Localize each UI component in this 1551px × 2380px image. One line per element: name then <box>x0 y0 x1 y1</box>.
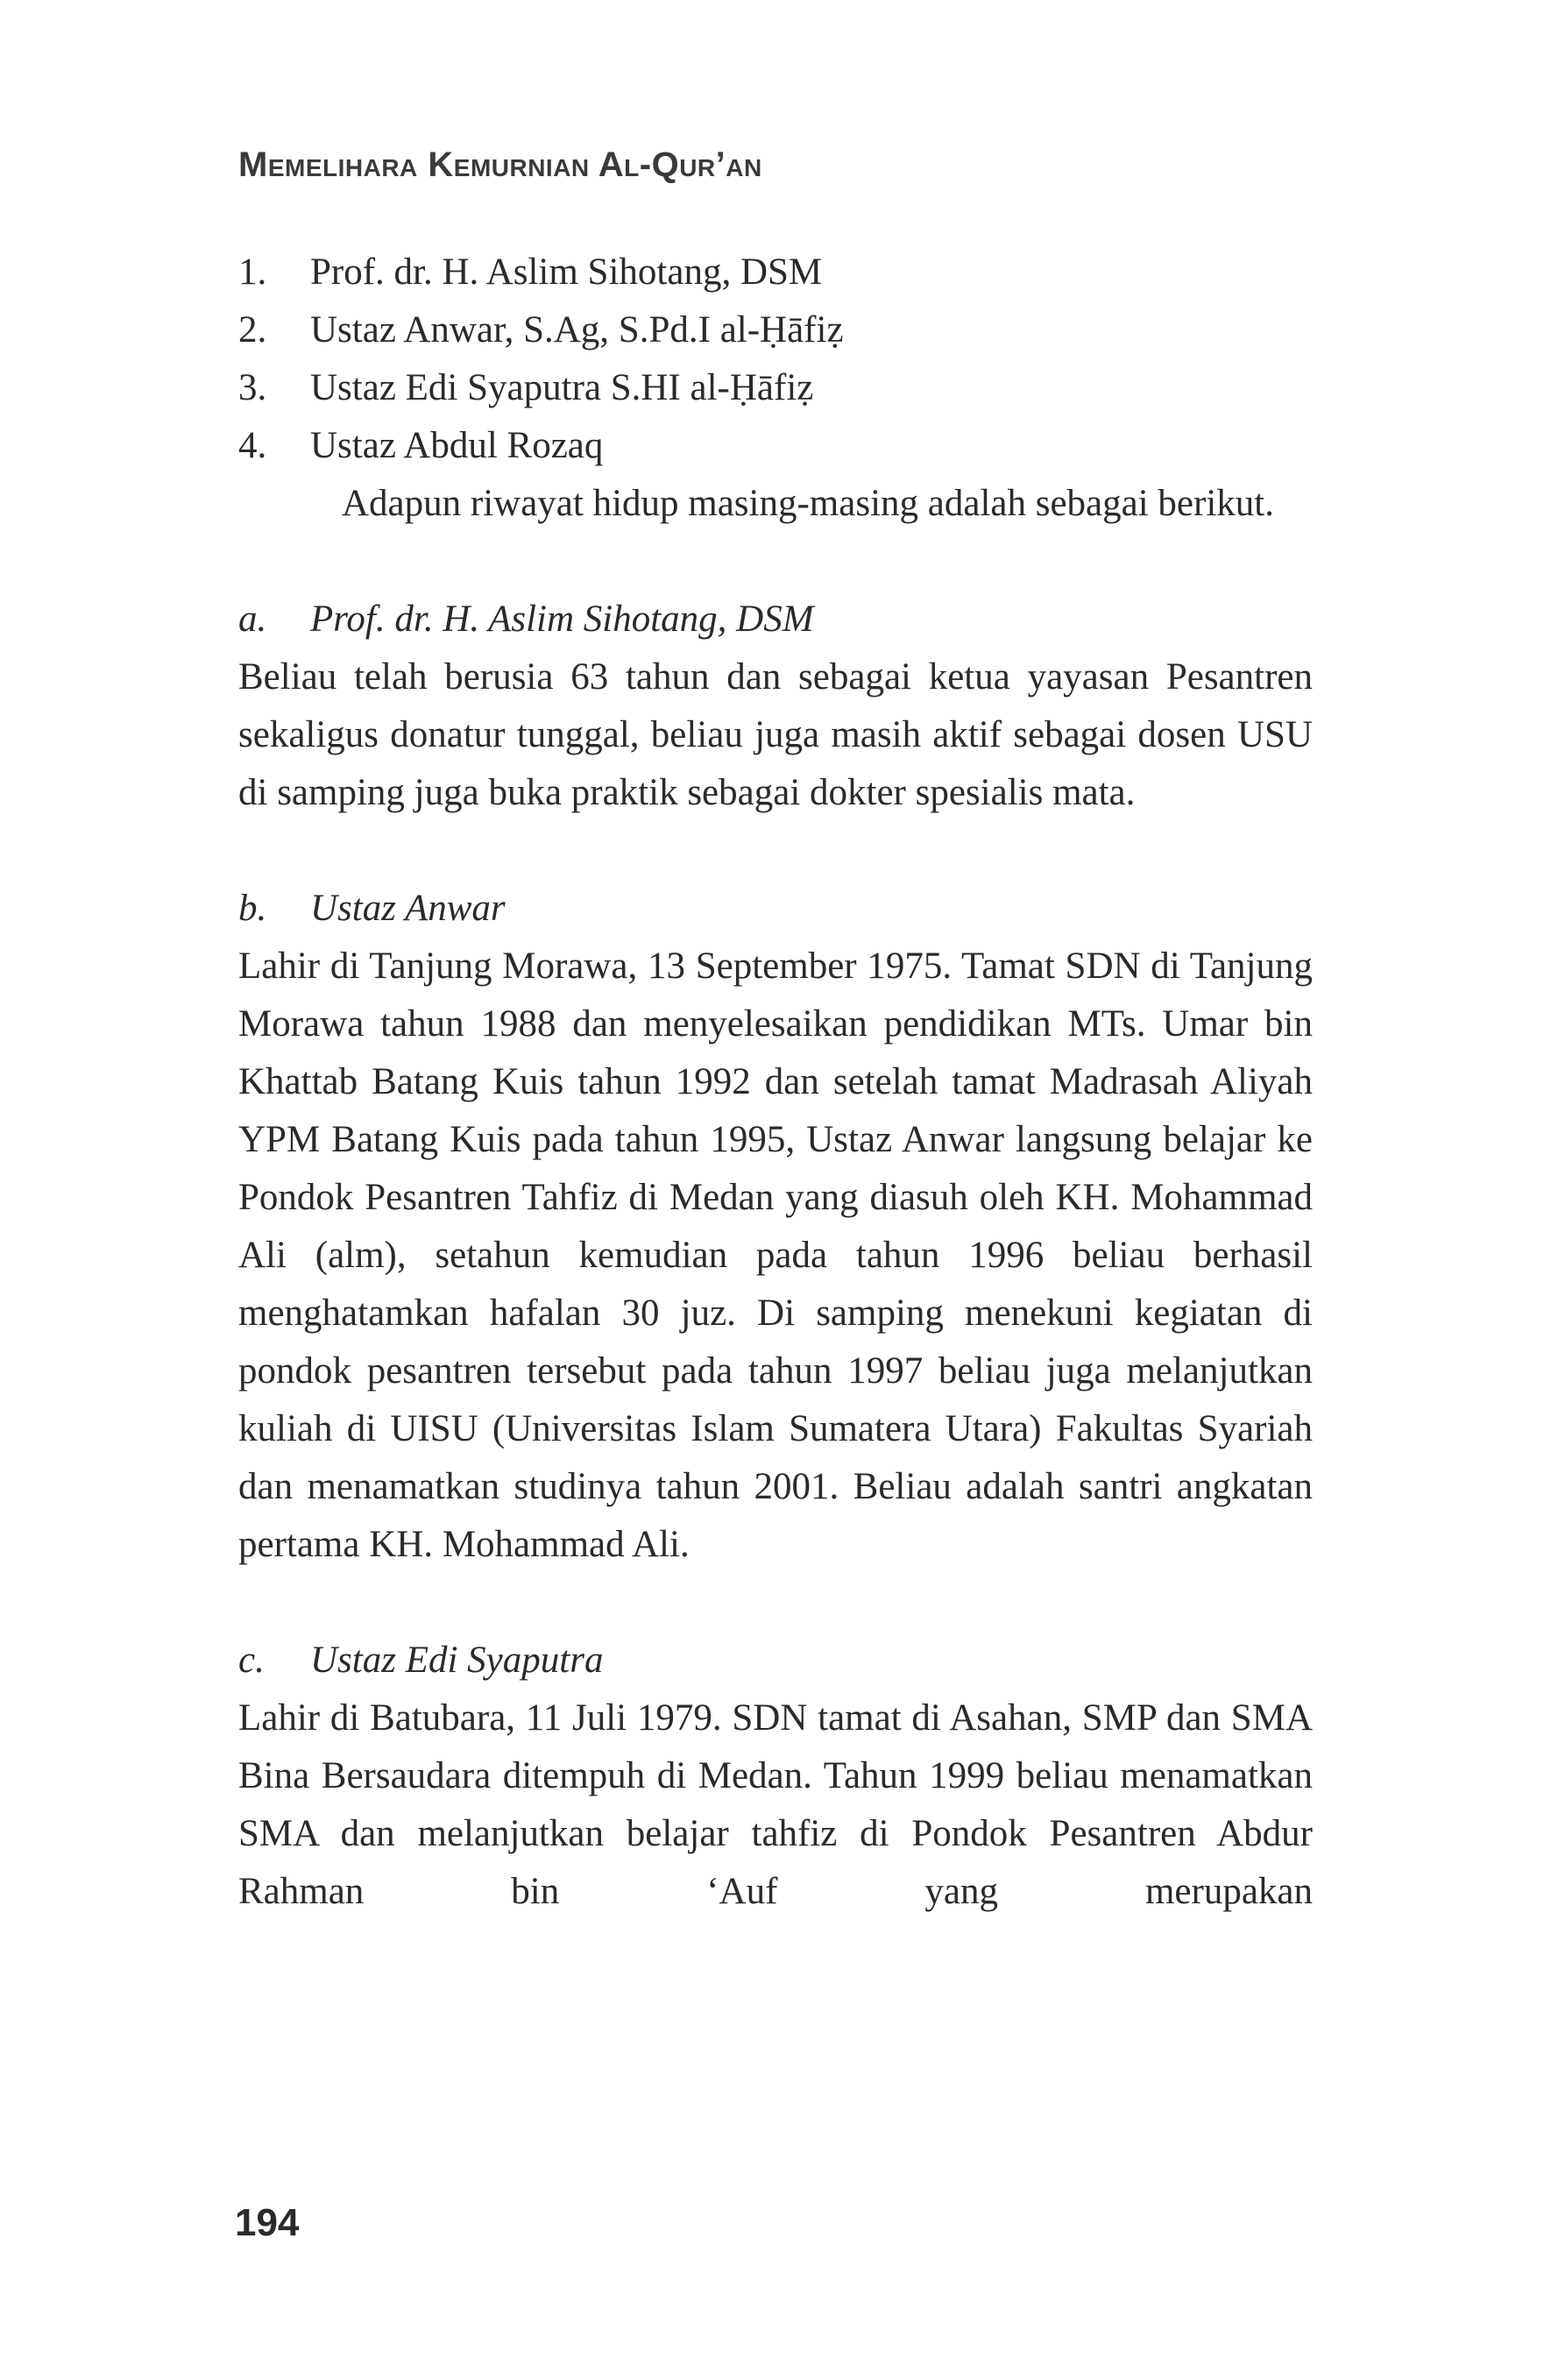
section-letter: c. <box>238 1640 265 1681</box>
list-item <box>238 244 1313 301</box>
section-body: Beliau telah berusia 63 tahun dan sebagai ketua yayasan Pesantren sekaligus donatur tunggal, beliau juga masih aktif sebagai dosen USU di samping juga buka praktik sebagai dokter spesialis mata. <box>238 656 1313 813</box>
list-text: Ustaz Abdul Rozaq <box>310 425 604 466</box>
list-item <box>238 301 1313 359</box>
list-number: 1. <box>238 251 267 293</box>
section-a <box>238 591 1313 822</box>
section-b <box>238 880 1313 1574</box>
intro-paragraph: Adapun riwayat hidup masing-masing adalah sebagai berikut. <box>342 483 1274 524</box>
section-body: Lahir di Batubara, 11 Juli 1979. SDN tamat di Asahan, SMP dan SMA Bina Bersaudara ditempuh di Medan. Tahun 1999 beliau menamatkan SMA dan melanjutkan belajar tahfiz di Pondok Pesantren Abdur Rahman bin ‘Auf yang merupakan <box>238 1697 1313 1912</box>
section-body: Lahir di Tanjung Morawa, 13 September 1975. Tamat SDN di Tanjung Morawa tahun 1988 dan menyelesaikan pendidikan MTs. Umar bin Khattab Batang Kuis tahun 1992 dan setelah tamat Madrasah Aliyah YPM Batang Kuis pada tahun 1995, Ustaz Anwar langsung belajar ke Pondok Pesantren Tahfiz di Medan yang diasuh oleh KH. Mohammad Ali (alm), setahun kemudian pada tahun 1996 beliau berhasil menghatamkan hafalan 30 juz. Di samping menekuni kegiatan di pondok pesantren tersebut pada tahun 1997 beliau juga melanjutkan kuliah di UISU (Universitas Islam Sumatera Utara) Fakultas Syariah dan menamatkan studinya tahun 2001. Beliau adalah santri angkatan pertama KH. Mohammad Ali. <box>238 946 1313 1565</box>
section-heading <box>238 1632 1313 1689</box>
list-text: Ustaz Anwar, S.Ag, S.Pd.I al-Ḥāfiẓ <box>310 309 844 351</box>
running-header: Memelihara Kemurnian Al-Qur’an <box>238 145 762 184</box>
section-heading <box>238 880 1313 938</box>
section-letter: b. <box>238 888 267 929</box>
list-number: 3. <box>238 367 267 408</box>
page-number: 194 <box>235 2201 300 2244</box>
list-number: 4. <box>238 425 267 466</box>
list-text: Ustaz Edi Syaputra S.HI al-Ḥāfiẓ <box>310 367 814 408</box>
section-letter: a. <box>238 599 267 640</box>
list-number: 2. <box>238 309 267 351</box>
list-text: Prof. dr. H. Aslim Sihotang, DSM <box>310 251 823 293</box>
section-title: Prof. dr. H. Aslim Sihotang, DSM <box>310 599 814 640</box>
list-item <box>238 417 1313 475</box>
page-content <box>238 244 1313 1921</box>
section-title: Ustaz Anwar <box>310 888 506 929</box>
section-heading <box>238 591 1313 648</box>
list-item <box>238 359 1313 417</box>
section-title: Ustaz Edi Syaputra <box>310 1640 604 1681</box>
section-c <box>238 1632 1313 1921</box>
member-list <box>238 244 1313 475</box>
